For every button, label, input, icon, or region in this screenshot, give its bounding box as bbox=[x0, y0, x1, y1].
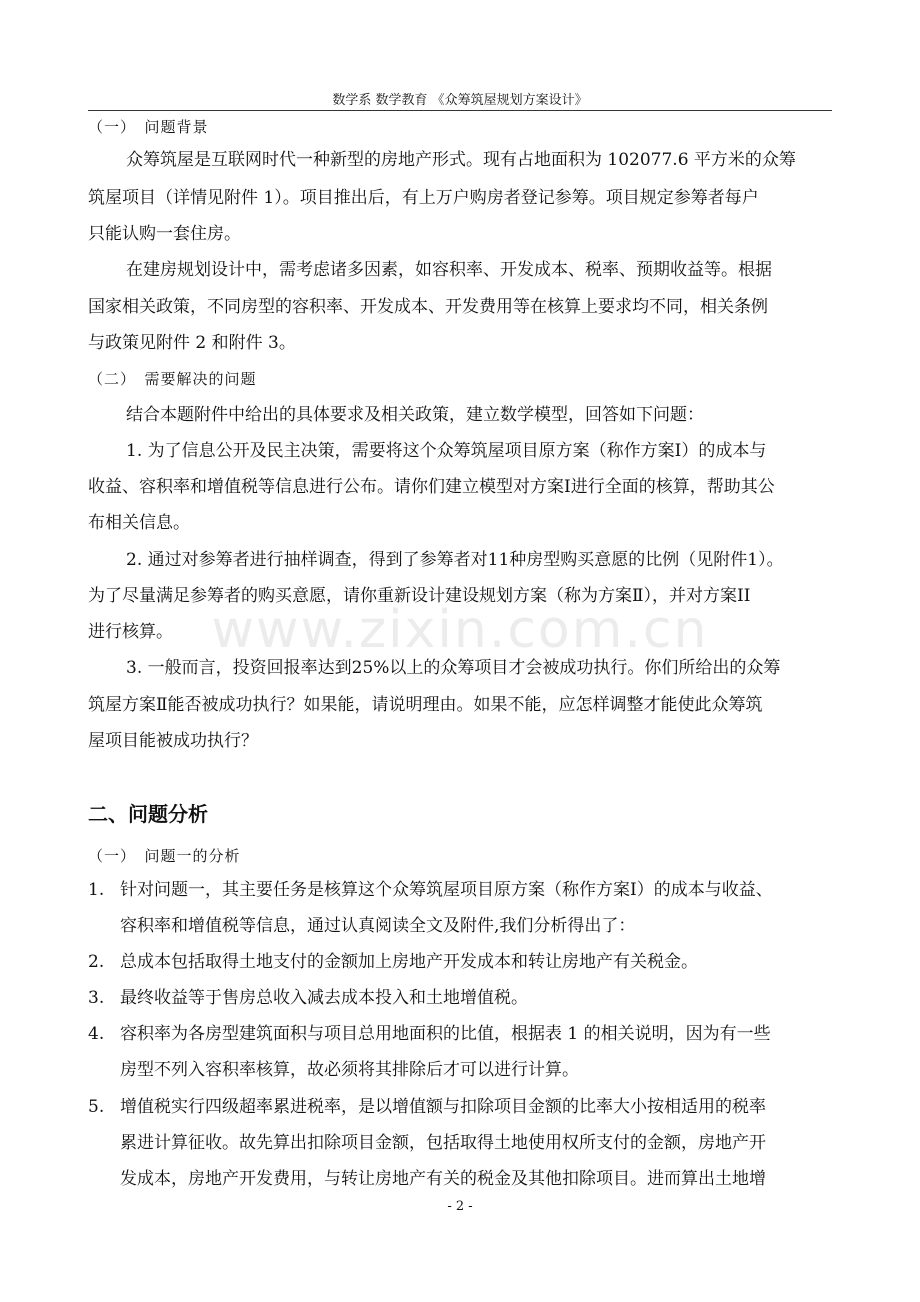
list-item-line: 发成本，房地产开发费用，与转让房地产有关的税金及其他扣除项目。进而算出土地增 bbox=[120, 1169, 766, 1189]
page-header: 数学系 数学教育 《众筹筑屋规划方案设计》 bbox=[332, 93, 588, 108]
list-item-line: 针对问题一，其主要任务是核算这个众筹筑屋项目原方案（称作方案Ⅰ）的成本与收益、 bbox=[120, 880, 773, 900]
paragraph-line: 国家相关政策，不同房型的容积率、开发成本、开发费用等在核算上要求均不同，相关条例 bbox=[88, 297, 768, 317]
section-subtitle-analysis: （一） 问题一的分析 bbox=[88, 847, 241, 865]
question-line: 为了尽量满足参筹者的购买意愿，请你重新设计建设规划方案（称为方案Ⅱ），并对方案II bbox=[88, 586, 751, 606]
list-number: 2. bbox=[88, 952, 105, 972]
list-item-line: 累进计算征收。故先算出扣除项目金额，包括取得土地使用权所支付的金额，房地产开 bbox=[120, 1133, 766, 1153]
list-item-line: 容积率和增值税等信息，通过认真阅读全文及附件,我们分析得出了： bbox=[120, 916, 636, 936]
header-rule bbox=[88, 110, 832, 111]
list-item-line: 房型不列入容积率核算，故必须将其排除后才可以进行计算。 bbox=[120, 1060, 579, 1080]
list-number: 5. bbox=[88, 1097, 105, 1117]
question-line: 布相关信息。 bbox=[88, 513, 190, 533]
question-line: 进行核算。 bbox=[88, 622, 173, 642]
list-item-line: 容积率为各房型建筑面积与项目总用地面积的比值，根据表 1 的相关说明，因为有一些 bbox=[120, 1024, 771, 1044]
paragraph-line: 只能认购一套住房。 bbox=[88, 224, 241, 244]
question-line: 屋项目能被成功执行？ bbox=[88, 731, 258, 751]
question-line: 筑屋方案Ⅱ能否被成功执行？如果能，请说明理由。如果不能，应怎样调整才能使此众筹筑 bbox=[88, 695, 763, 715]
list-number: 3. bbox=[88, 988, 105, 1008]
list-item-line: 总成本包括取得土地支付的金额加上房地产开发成本和转让房地产有关税金。 bbox=[120, 952, 698, 972]
list-item-line: 最终收益等于售房总收入减去成本投入和土地增值税。 bbox=[120, 988, 528, 1008]
question-line: 收益、容积率和增值税等信息进行公布。请你们建立模型对方案I进行全面的核算，帮助其公 bbox=[88, 477, 775, 497]
paragraph-line: 结合本题附件中给出的具体要求及相关政策，建立数学模型，回答如下问题： bbox=[126, 405, 704, 425]
list-item-line: 增值税实行四级超率累进税率，是以增值额与扣除项目金额的比率大小按相适用的税率 bbox=[120, 1097, 766, 1117]
section-subtitle-background: （一） 问题背景 bbox=[88, 118, 209, 136]
paragraph-line: 与政策见附件 2 和附件 3。 bbox=[88, 333, 296, 353]
section-heading: 二、问题分析 bbox=[88, 802, 208, 826]
question-line: 3. 一般而言，投资回报率达到25%以上的众筹项目才会被成功执行。你们所给出的众筹 bbox=[126, 658, 781, 678]
paragraph-line: 在建房规划设计中，需考虑诸多因素，如容积率、开发成本、税率、预期收益等。根据 bbox=[126, 260, 772, 280]
list-number: 4. bbox=[88, 1024, 105, 1044]
watermark: www.zixin.com.cn bbox=[211, 600, 709, 660]
section-subtitle-problems: （二） 需要解决的问题 bbox=[88, 370, 257, 388]
page-number: - 2 - bbox=[447, 1199, 473, 1214]
paragraph-line: 筑屋项目（详情见附件 1）。项目推出后，有上万户购房者登记参筹。项目规定参筹者每户 bbox=[88, 188, 759, 208]
paragraph-line: 众筹筑屋是互联网时代一种新型的房地产形式。现有占地面积为 102077.6 平方米的众筹 bbox=[126, 150, 796, 170]
question-line: 1. 为了信息公开及民主决策，需要将这个众筹筑屋项目原方案（称作方案Ⅰ）的成本与 bbox=[126, 441, 767, 461]
question-line: 2. 通过对参筹者进行抽样调查，得到了参筹者对11种房型购买意愿的比例（见附件1）。 bbox=[126, 550, 784, 570]
list-number: 1. bbox=[88, 880, 105, 900]
